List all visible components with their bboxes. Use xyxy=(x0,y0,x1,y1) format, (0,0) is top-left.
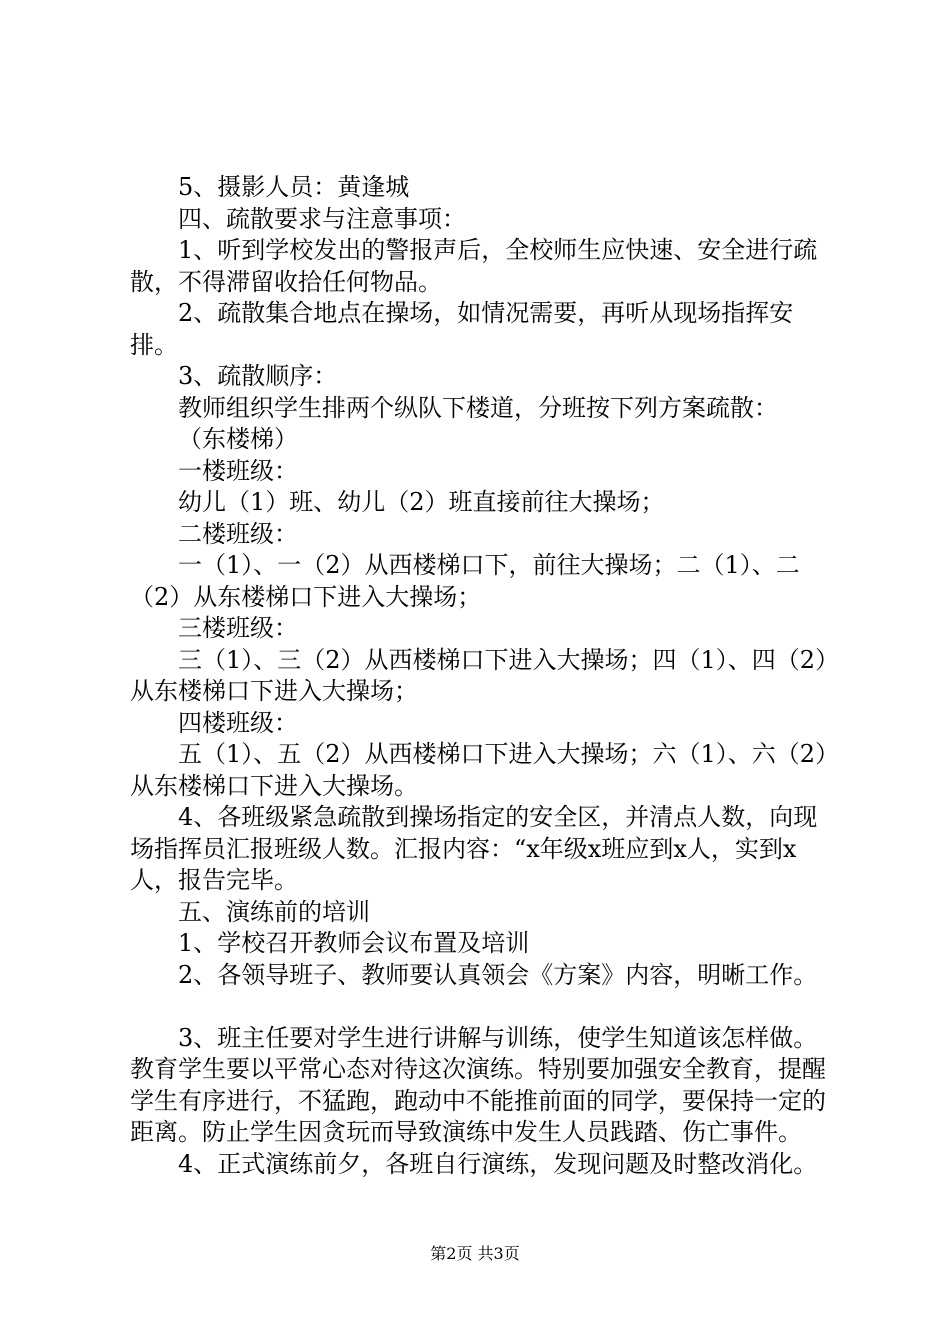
paragraph-evacuation-order: 3、疏散顺序： xyxy=(178,362,338,390)
paragraph-floor-2-label: 二楼班级： xyxy=(178,519,298,548)
paragraph-floor-4-label: 四楼班级： xyxy=(178,708,298,737)
paragraph-east-stairs: （东楼梯） xyxy=(178,425,298,453)
paragraph-floor-1-classes: 幼儿（1）班、幼儿（2）班直接前往大操场； xyxy=(178,488,665,516)
paragraph-pre-drill-practice: 4、正式演练前夕，各班自行演练，发现问题及时整改消化。 xyxy=(178,1149,818,1178)
paragraph-floor-4-classes: 五（1）、五（2）从西楼梯口下进入大操场；六（1）、六（2）从东楼梯口下进入大操场。 xyxy=(130,740,828,800)
heading-evacuation-requirements: 四、疏散要求与注意事项： xyxy=(178,204,466,233)
paragraph-class-teacher: 3、班主任要对学生进行讲解与训练，使学生知道该怎样做。教育学生要以平常心态对待这次演练。特别要加强安全教育，提醒学生有序进行，不猛跑，跑动中不能推前面的同学，要保持一定的距离。防止学生因贪玩而导致演练中发生人员践踏、伤亡事件。 xyxy=(130,1023,826,1146)
paragraph-teacher-organize: 教师组织学生排两个纵队下楼道，分班按下列方案疏散： xyxy=(178,393,778,422)
paragraph-leadership: 2、各领导班子、教师要认真领会《方案》内容，明晰工作。 xyxy=(178,960,818,989)
document-body xyxy=(130,172,830,1180)
paragraph-floor-3-label: 三楼班级： xyxy=(178,614,298,642)
paragraph-alarm: 1、听到学校发出的警报声后，全校师生应快速、安全进行疏散，不得滞留收拾任何物品。 xyxy=(130,236,818,296)
paragraph-floor-2-classes: 一（1）、一（2）从西楼梯口下，前往大操场；二（1）、二（2）从东楼梯口下进入大操场； xyxy=(130,551,800,611)
paragraph-report-headcount: 4、各班级紧急疏散到操场指定的安全区，并清点人数，向现场指挥员汇报班级人数。汇报内容：“x年级x班应到x人，实到x人，报告完毕。 xyxy=(130,803,818,894)
paragraph-floor-1-label: 一楼班级： xyxy=(178,456,298,485)
paragraph-teacher-meeting: 1、学校召开教师会议布置及培训 xyxy=(178,929,530,957)
paragraph-floor-3-classes: 三（1）、三（2）从西楼梯口下进入大操场；四（1）、四（2）从东楼梯口下进入大操场； xyxy=(130,645,828,705)
paragraph-photographer: 5、摄影人员：黄逢城 xyxy=(178,173,410,201)
heading-pre-drill-training: 五、演练前的培训 xyxy=(178,897,370,926)
paragraph-assembly-point: 2、疏散集合地点在操场，如情况需要，再听从现场指挥安排。 xyxy=(130,299,794,359)
page-footer: 第2页 共3页 xyxy=(430,1244,520,1263)
